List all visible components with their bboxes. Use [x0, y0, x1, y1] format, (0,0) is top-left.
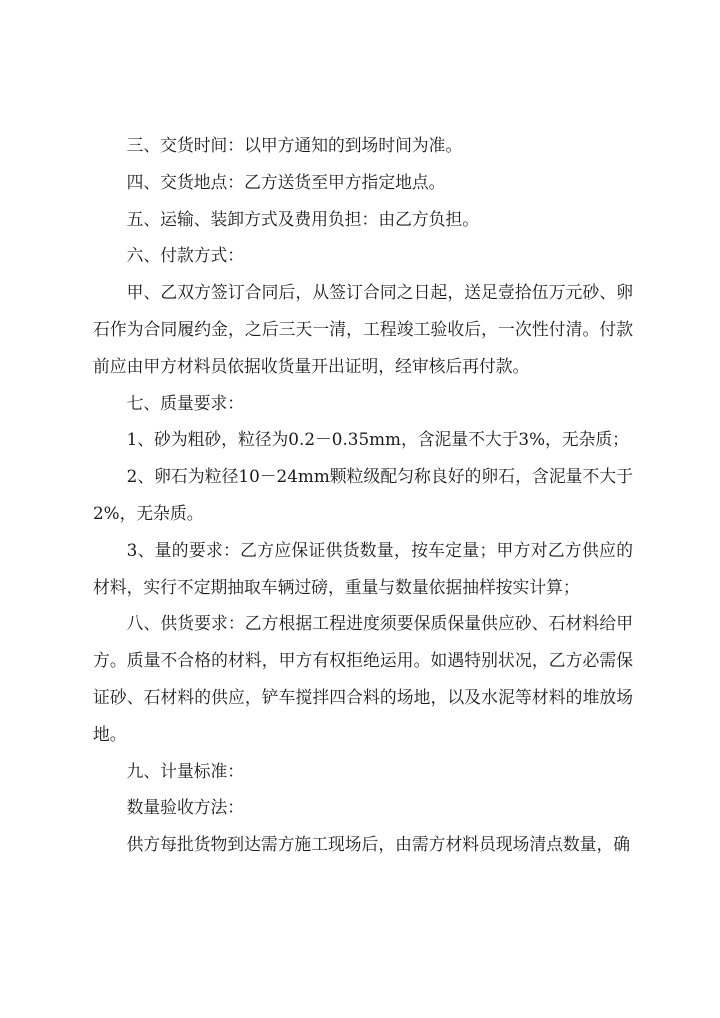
paragraph-measurement-heading: 九、计量标准： [126, 760, 245, 781]
paragraph-payment-terms: 甲、乙双方签订合同后，从签订合同之日起，送足壹拾伍万元砂、卵石作为合同履约金，之后三天一清，工程竣工验收后，一次性付清。付款前应由甲方材料员依据收货量开出证明，经审核后再付款。 [93, 282, 633, 376]
paragraph-quality-heading: 七、质量要求： [126, 392, 245, 413]
paragraph-quality-sand: 1、砂为粗砂，粒径为0.2－0.35mm，含泥量不大于3%，无杂质； [126, 429, 629, 450]
paragraph-transport-cost: 五、运输、装卸方式及费用负担：由乙方负担。 [126, 208, 480, 229]
paragraph-quality-pebble: 2、卵石为粒径10－24mm颗粒级配匀称良好的卵石，含泥量不大于2%，无杂质。 [93, 466, 633, 523]
paragraph-payment-heading: 六、付款方式： [126, 245, 245, 266]
paragraph-delivery-time: 三、交货时间：以甲方通知的到场时间为准。 [126, 135, 463, 155]
paragraph-acceptance-method: 数量验收方法： [126, 797, 245, 818]
document-body [93, 127, 633, 863]
paragraph-acceptance-process: 供方每批货物到达需方施工现场后，由需方材料员现场清点数量，确 [126, 834, 631, 855]
paragraph-quantity-requirement: 3、量的要求：乙方应保证供货数量，按车定量；甲方对乙方供应的材料，实行不定期抽取车辆过磅，重量与数量依据抽样按实计算； [93, 539, 633, 597]
paragraph-delivery-location: 四、交货地点：乙方送货至甲方指定地点。 [126, 171, 446, 192]
paragraph-supply-requirement: 八、供货要求：乙方根据工程进度须要保质保量供应砂、石材料给甲方。质量不合格的材料，甲方有权拒绝运用。如遇特别状况，乙方必需保证砂、石材料的供应，铲车搅拌四合料的场地，以及水泥等材料的堆放场地。 [93, 613, 633, 744]
